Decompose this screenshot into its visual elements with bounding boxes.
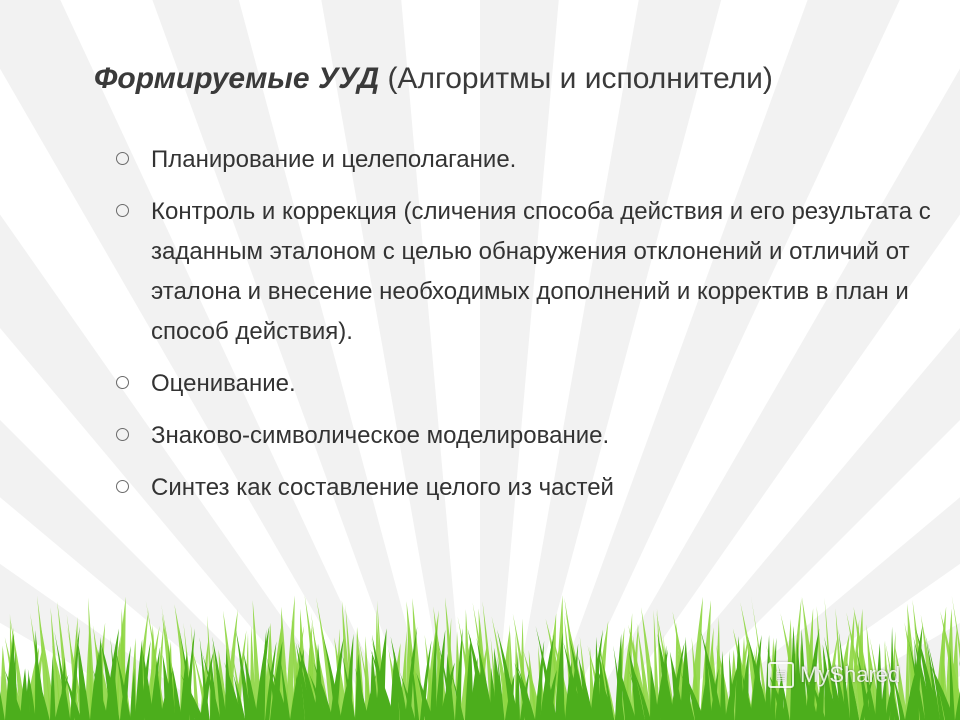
hollow-circle-bullet-icon — [116, 376, 129, 389]
list-item — [116, 364, 936, 404]
list-item — [116, 468, 936, 508]
bullet-text: Знаково-символическое моделирование. — [151, 422, 610, 449]
bullet-text: Контроль и коррекция (сличения способа действия и его результата с заданным эталоном с целью обнаружения отклонений и отличий от эталона и внесение необходимых дополнений и корректив в план и способ действия). — [151, 198, 931, 345]
watermark-text: MyShared — [800, 662, 901, 687]
bullet-text: Синтез как составление целого из частей — [151, 474, 614, 501]
list-item — [116, 140, 936, 180]
title-subtitle: (Алгоритмы и исполнители) — [379, 62, 773, 95]
watermark — [768, 660, 900, 690]
bullet-text: Планирование и целеполагание. — [151, 146, 517, 173]
hollow-circle-bullet-icon — [116, 480, 129, 493]
presentation-logo-icon: ▤ — [768, 662, 794, 688]
grass-decoration — [0, 590, 960, 720]
hollow-circle-bullet-icon — [116, 152, 129, 165]
title-bold: Формируемые УУД — [94, 62, 380, 95]
hollow-circle-bullet-icon — [116, 204, 129, 217]
list-item — [116, 192, 936, 352]
bullet-list — [116, 140, 936, 520]
slide-title — [94, 62, 914, 96]
list-item — [116, 416, 936, 456]
bullet-text: Оценивание. — [151, 370, 296, 397]
hollow-circle-bullet-icon — [116, 428, 129, 441]
